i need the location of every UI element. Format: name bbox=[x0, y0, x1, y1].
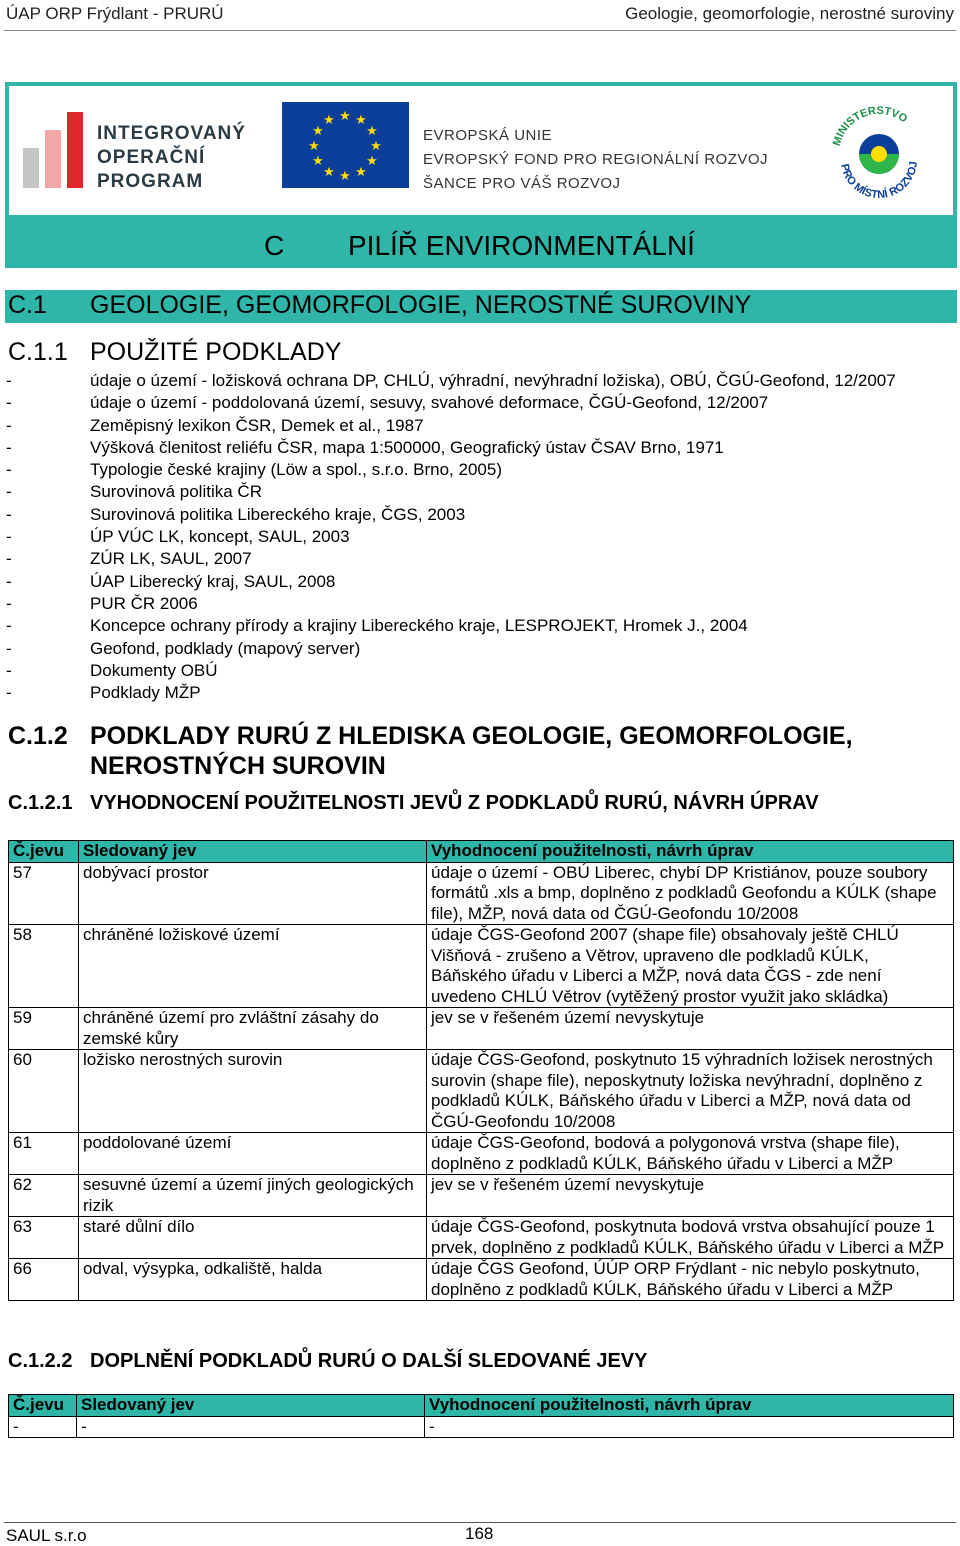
header-rule bbox=[4, 30, 956, 31]
svg-text:★: ★ bbox=[323, 165, 335, 180]
list-item: PUR ČR 2006 bbox=[90, 594, 198, 613]
column-header: Vyhodnocení použitelnosti, návrh úprav bbox=[427, 841, 954, 863]
table-row: 58 chráněné ložiskové území údaje ČGS-Geofond 2007 (shape file) obsahovaly ještě CHLÚ Višňová - zrušeno a Větrov, upraveno dle podkladů KÚLK, Báňského úřadu v Liberci a MŽP, nová data ČGS - zde není uvedeno CHLÚ Větrov (vytěžený prostor využit jako skládka) bbox=[9, 925, 954, 1008]
eu-logo-text: EVROPSKÁ UNIE EVROPSKÝ FOND PRO REGIONÁLNÍ ROZVOJ ŠANCE PRO VÁŠ ROZVOJ bbox=[423, 127, 769, 192]
section-c11-title: POUŽITÉ PODKLADY bbox=[90, 338, 342, 366]
svg-text:★: ★ bbox=[339, 169, 351, 184]
table-row: 60 ložisko nerostných surovin údaje ČGS-Geofond, poskytnuto 15 výhradních ložisek nerostných surovin (shape file), neposkytnuty ložiska nevýhradní, doplněno z podkladů KÚLK, Báňského úřadu v Liberci a MŽP, nová data od ČGÚ-Geofondu 10/2008 bbox=[9, 1050, 954, 1133]
column-header: Vyhodnocení použitelnosti, návrh úprav bbox=[425, 1395, 954, 1417]
column-header: Č.jevu bbox=[9, 1395, 77, 1417]
list-item: ZÚR LK, SAUL, 2007 bbox=[90, 549, 252, 568]
table-row: 66 odval, výsypka, odkaliště, halda údaje ČGS Geofond, ÚÚP ORP Frýdlant - nic nebylo poskytnuto, doplněno z podkladů KÚLK, Báňského úřadu v Liberci a MŽP bbox=[9, 1259, 954, 1301]
pillar-letter: C bbox=[264, 230, 285, 261]
column-header: Sledovaný jev bbox=[79, 841, 427, 863]
svg-text:★: ★ bbox=[323, 113, 335, 128]
svg-text:PRO MÍSTNÍ ROZVOJ: PRO MÍSTNÍ ROZVOJ bbox=[838, 160, 921, 202]
table-row: 57 dobývací prostor údaje o území - OBÚ Liberec, chybí DP Kristiánov, pouze soubory formátů .xls a bmp, doplněno z podkladů Geofondu a KÚLK (shape file), MŽP, nová data od ČGÚ-Geofondu 10/2008 bbox=[9, 862, 954, 925]
svg-text:★: ★ bbox=[366, 124, 378, 139]
mmr-logo-icon bbox=[819, 98, 939, 202]
table-row: - - - bbox=[9, 1416, 954, 1438]
list-item: Typologie české krajiny (Löw a spol., s.r.o. Brno, 2005) bbox=[90, 460, 502, 479]
footer-company: SAUL s.r.o bbox=[6, 1526, 87, 1545]
column-header: Č.jevu bbox=[9, 841, 79, 863]
section-c1-number: C.1 bbox=[8, 291, 47, 319]
logo-strip bbox=[9, 86, 953, 215]
list-item: Výšková členitost reliéfu ČSR, mapa 1:500000, Geografický ústav ČSAV Brno, 1971 bbox=[90, 438, 724, 457]
section-c122-title: DOPLNĚNÍ PODKLADŮ RURÚ O DALŠÍ SLEDOVANÉ JEVY bbox=[90, 1350, 648, 1372]
list-item: Surovinová politika ČR bbox=[90, 482, 262, 501]
list-item: Podklady MŽP bbox=[90, 683, 201, 702]
section-c122-number: C.1.2.2 bbox=[8, 1350, 73, 1372]
svg-text:★: ★ bbox=[355, 113, 367, 128]
list-item: Dokumenty OBÚ bbox=[90, 661, 218, 680]
page-number: 168 bbox=[465, 1524, 494, 1543]
list-item: Koncepce ochrany přírody a krajiny Libereckého kraje, LESPROJEKT, Hromek J., 2004 bbox=[90, 616, 748, 635]
svg-text:★: ★ bbox=[355, 165, 367, 180]
list-item: údaje o území - poddolovaná území, sesuvy, svahové deformace, ČGÚ-Geofond, 12/2007 bbox=[90, 393, 769, 412]
table-row: 63 staré důlní dílo údaje ČGS-Geofond, poskytnuta bodová vrstva obsahující pouze 1 prvek, doplněno z podkladů KÚLK, Báňského úřadu v Liberci a MŽP bbox=[9, 1217, 954, 1259]
section-c121-number: C.1.2.1 bbox=[8, 792, 73, 814]
additional-table bbox=[8, 1394, 954, 1438]
list-item: Geofond, podklady (mapový server) bbox=[90, 639, 361, 658]
section-c12-title-line2: NEROSTNÝCH SUROVIN bbox=[90, 752, 386, 780]
section-c12-number: C.1.2 bbox=[8, 722, 68, 750]
svg-text:★: ★ bbox=[312, 124, 324, 139]
table-row: 61 poddolované území údaje ČGS-Geofond, bodová a polygonová vrstva (shape file), doplněno z podkladů KÚLK, Báňského úřadu v Liberci a MŽP bbox=[9, 1133, 954, 1175]
list-item: ÚAP Liberecký kraj, SAUL, 2008 bbox=[90, 572, 336, 591]
footer-rule bbox=[4, 1522, 956, 1523]
section-c11-number: C.1.1 bbox=[8, 338, 68, 366]
section-c121-title: VYHODNOCENÍ POUŽITELNOSTI JEVŮ Z PODKLADŮ RURÚ, NÁVRH ÚPRAV bbox=[90, 792, 819, 814]
svg-text:★: ★ bbox=[370, 139, 382, 154]
pillar-title: PILÍŘ ENVIRONMENTÁLNÍ bbox=[348, 230, 695, 261]
table-header-row bbox=[9, 841, 954, 863]
column-header: Sledovaný jev bbox=[77, 1395, 425, 1417]
iop-logo-icon bbox=[23, 112, 87, 188]
table-header-row bbox=[9, 1395, 954, 1417]
svg-text:MINISTERSTVO: MINISTERSTVO bbox=[830, 104, 910, 148]
iop-logo-text: INTEGROVANÝ OPERAČNÍ PROGRAM bbox=[97, 123, 246, 192]
svg-text:★: ★ bbox=[308, 139, 320, 154]
eu-flag-icon bbox=[282, 102, 409, 188]
list-item: Zeměpisný lexikon ČSR, Demek et al., 1987 bbox=[90, 416, 424, 435]
header-right-text: Geologie, geomorfologie, nerostné suroviny bbox=[625, 4, 954, 23]
list-item: Surovinová politika Libereckého kraje, ČGS, 2003 bbox=[90, 505, 466, 524]
table-row: 59 chráněné území pro zvláštní zásahy do zemské kůry jev se v řešeném území nevyskytuje bbox=[9, 1008, 954, 1050]
svg-text:★: ★ bbox=[339, 109, 351, 124]
section-c1-title: GEOLOGIE, GEOMORFOLOGIE, NEROSTNÉ SUROVINY bbox=[90, 291, 752, 319]
list-item: ÚP VÚC LK, koncept, SAUL, 2003 bbox=[90, 527, 350, 546]
svg-text:★: ★ bbox=[366, 154, 378, 169]
list-item: údaje o území - ložisková ochrana DP, CHLÚ, výhradní, nevýhradní ložiska), OBÚ, ČGÚ-Geofond, 12/2007 bbox=[90, 371, 896, 390]
svg-text:★: ★ bbox=[312, 154, 324, 169]
table-row: 62 sesuvné území a území jiných geologických rizik jev se v řešeném území nevyskytuje bbox=[9, 1175, 954, 1217]
section-c12-title-line1: PODKLADY RURÚ Z HLEDISKA GEOLOGIE, GEOMORFOLOGIE, bbox=[90, 722, 853, 750]
header-left-text: ÚAP ORP Frýdlant - PRURÚ bbox=[6, 4, 224, 23]
evaluation-table bbox=[8, 840, 954, 1301]
